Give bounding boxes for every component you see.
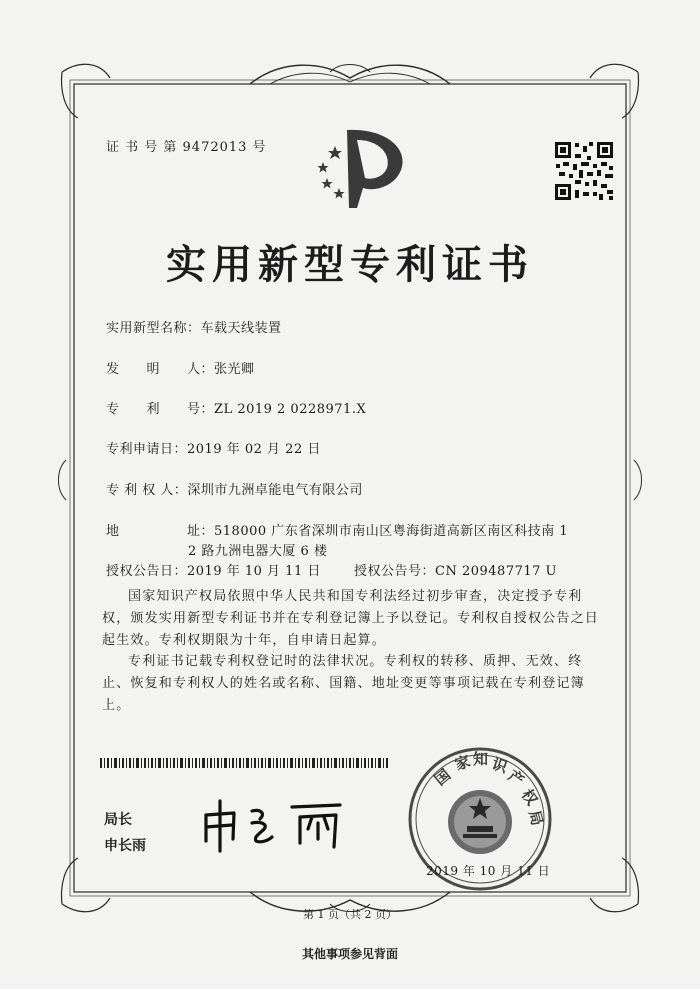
legal-statement-paragraph-1: 国家知识产权局依照中华人民共和国专利法经过初步审查，决定授予专利权，颁发实用新型专利证书并在专利登记簿上予以登记。专利权自授权公告之日起生效。专利权期限为十年，自申请日起算。 bbox=[102, 589, 600, 648]
field-grant-number bbox=[354, 560, 557, 579]
field-label: 实用新型名称： bbox=[106, 321, 201, 336]
field-label: 授权公告日： bbox=[106, 564, 188, 579]
field-application-date bbox=[106, 438, 321, 457]
barcode-icon bbox=[100, 758, 390, 768]
field-address bbox=[106, 520, 568, 539]
field-value: 车载天线装置 bbox=[200, 321, 282, 336]
legal-statement-paragraph-2: 专利证书记载专利权登记时的法律状况。专利权的转移、质押、无效、终止、恢复和专利权人的姓名或名称、国籍、地址变更等事项记载在专利登记簿上。 bbox=[102, 654, 585, 713]
field-value: 深圳市九洲卓能电气有限公司 bbox=[187, 483, 363, 498]
svg-text:国: 国 bbox=[431, 765, 455, 790]
footer-note: 其他事项参见背面 bbox=[301, 947, 398, 961]
director-title: 局长 bbox=[104, 812, 132, 828]
field-inventor bbox=[106, 358, 255, 377]
director-name: 申长雨 bbox=[104, 838, 146, 854]
field-label: 授权公告号： bbox=[354, 564, 436, 579]
patent-office-emblem-icon bbox=[305, 118, 415, 213]
field-label: 专 利 号： bbox=[106, 402, 215, 417]
field-patentee bbox=[106, 479, 363, 498]
field-value: ZL 2019 2 0228971.X bbox=[214, 402, 367, 417]
page-indicator: 第 1 页（共 2 页） bbox=[303, 908, 397, 921]
svg-text:产: 产 bbox=[504, 766, 528, 790]
field-value: 2019 年 10 月 11 日 bbox=[187, 564, 321, 579]
svg-text:局: 局 bbox=[525, 808, 547, 828]
svg-text:权: 权 bbox=[517, 785, 542, 809]
certificate-number: 证 书 号 第 9472013 号 bbox=[106, 140, 267, 155]
field-label: 地 址： bbox=[106, 524, 215, 539]
svg-text:识: 识 bbox=[489, 754, 510, 777]
certificate-title: 实用新型专利证书 bbox=[166, 241, 534, 288]
director-signature bbox=[200, 795, 365, 855]
field-grant-date bbox=[106, 560, 321, 579]
field-value: CN 209487717 U bbox=[435, 564, 557, 579]
field-value: 张光卿 bbox=[214, 362, 255, 377]
field-label: 专 利 权 人： bbox=[106, 483, 188, 498]
svg-text:家: 家 bbox=[452, 752, 473, 774]
qr-code-icon[interactable] bbox=[553, 140, 615, 202]
field-label: 专利申请日： bbox=[106, 442, 188, 457]
field-value: 518000 广东省深圳市南山区粤海街道高新区南区科技南 1 bbox=[214, 524, 569, 539]
field-patent-number bbox=[106, 398, 366, 417]
field-utility-model-name bbox=[106, 317, 282, 336]
seal-date: 2019 年 10 月 11 日 bbox=[426, 864, 551, 878]
field-label: 发 明 人： bbox=[106, 362, 215, 377]
svg-text:知: 知 bbox=[473, 750, 489, 768]
field-address-line2: 2 路九洲电器大厦 6 楼 bbox=[188, 544, 328, 559]
field-value: 2019 年 02 月 22 日 bbox=[187, 442, 321, 457]
